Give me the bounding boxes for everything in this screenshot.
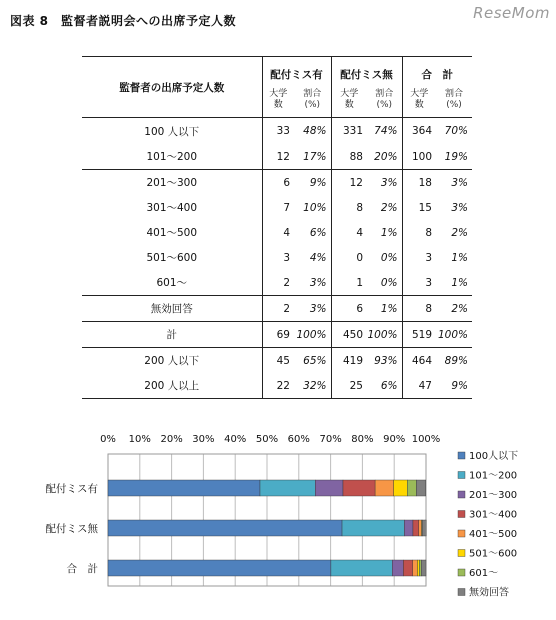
cell-count: 100 xyxy=(402,144,436,170)
cell-pct: 6% xyxy=(309,226,327,239)
row-label: 501～600 xyxy=(146,252,198,264)
cell-count: 8 xyxy=(402,220,436,245)
cell-count: 3 xyxy=(402,245,436,270)
cell-count: 2 xyxy=(262,270,294,296)
bar-segment xyxy=(108,480,260,496)
x-tick-label: 10% xyxy=(128,434,151,445)
bar-segment xyxy=(392,560,403,576)
cell-count: 8 xyxy=(402,296,436,322)
legend-label: 401～500 xyxy=(469,529,518,540)
cell-count: 88 xyxy=(331,144,367,170)
legend-swatch xyxy=(458,569,465,576)
x-tick-label: 100% xyxy=(411,434,441,445)
cell-pct: 10% xyxy=(303,201,327,214)
cell-pct: 2% xyxy=(451,226,468,239)
table-row xyxy=(82,220,472,245)
legend-label: 無効回答 xyxy=(469,587,509,599)
cell-pct: 3% xyxy=(367,170,402,196)
stacked-bar-chart xyxy=(0,418,556,620)
group-header: 合 計 xyxy=(402,57,472,88)
cell-pct: 3% xyxy=(294,296,331,322)
legend-swatch xyxy=(458,550,465,557)
row-label: 301～400 xyxy=(146,202,198,214)
cell-pct: 4% xyxy=(309,251,327,264)
table-row xyxy=(82,348,472,374)
row-label: 200 人以下 xyxy=(82,348,262,374)
cell-count: 1 xyxy=(331,270,367,296)
cell-pct: 93% xyxy=(367,348,402,374)
legend-label: 100人以下 xyxy=(469,451,519,462)
table-row xyxy=(82,118,472,145)
cell-count: 519 xyxy=(402,322,436,348)
row-label: 計 xyxy=(82,322,262,348)
cell-count: 15 xyxy=(402,195,436,220)
legend-swatch xyxy=(458,530,465,537)
table-header-row xyxy=(82,57,472,88)
x-tick-label: 20% xyxy=(160,434,183,445)
cell-count: 364 xyxy=(402,118,436,145)
cell-pct: 2% xyxy=(380,201,398,214)
x-tick-label: 0% xyxy=(100,434,116,445)
bar-segment xyxy=(108,520,342,536)
table-row xyxy=(82,296,472,322)
sub-header-pct: 割合 (%) xyxy=(436,87,472,118)
bar-segment xyxy=(315,480,343,496)
cell-pct: 3% xyxy=(309,276,327,289)
cell-pct: 9% xyxy=(294,170,331,196)
table-row xyxy=(82,322,472,348)
bar-segment xyxy=(419,520,422,536)
legend-swatch xyxy=(458,589,465,596)
legend-label: 101～200 xyxy=(469,470,518,482)
cell-pct: 70% xyxy=(444,125,468,137)
cell-count: 450 xyxy=(331,322,367,348)
bar-segment xyxy=(416,480,425,496)
cell-pct: 89% xyxy=(436,348,472,374)
category-label: 配付ミス無 xyxy=(45,523,98,535)
cell-pct: 6% xyxy=(367,373,402,399)
bar-segment xyxy=(417,560,419,576)
cell-pct: 1% xyxy=(367,296,402,322)
cell-count: 18 xyxy=(402,170,436,196)
brand-logo: ReseMom xyxy=(473,4,550,22)
table-body xyxy=(82,57,472,399)
bar-segment xyxy=(108,560,331,576)
cell-pct: 65% xyxy=(294,348,331,374)
legend-label: 501～600 xyxy=(469,548,518,560)
table-row xyxy=(82,170,472,196)
x-tick-label: 70% xyxy=(319,434,342,445)
bar-segment xyxy=(413,560,418,576)
table-row xyxy=(82,195,472,220)
cell-count: 4 xyxy=(262,220,294,245)
legend-swatch xyxy=(458,452,465,459)
bar-segment xyxy=(419,560,421,576)
category-label: 合 計 xyxy=(66,563,98,575)
x-tick-label: 90% xyxy=(383,434,406,445)
cell-count: 6 xyxy=(331,296,367,322)
cell-pct: 48% xyxy=(303,125,327,137)
cell-pct: 1% xyxy=(451,276,468,289)
row-label: 無効回答 xyxy=(82,296,262,322)
cell-pct: 3% xyxy=(451,201,468,214)
sub-header-count: 大学 数 xyxy=(262,87,294,118)
row-label: 200 人以上 xyxy=(82,373,262,399)
cell-count: 2 xyxy=(262,296,294,322)
cell-count: 3 xyxy=(262,245,294,270)
sub-header-count: 大学 数 xyxy=(402,87,436,118)
cell-pct: 74% xyxy=(374,125,398,137)
legend-label: 201～300 xyxy=(469,490,518,501)
cell-count: 25 xyxy=(331,373,367,399)
legend-swatch xyxy=(458,491,465,498)
cell-count: 12 xyxy=(262,144,294,170)
cell-count: 331 xyxy=(331,118,367,145)
bar-segment xyxy=(331,560,392,576)
bar-segment xyxy=(342,520,404,536)
cell-pct: 3% xyxy=(436,170,472,196)
cell-count: 4 xyxy=(331,220,367,245)
cell-count: 45 xyxy=(262,348,294,374)
cell-pct: 1% xyxy=(451,251,468,264)
cell-count: 7 xyxy=(262,195,294,220)
cell-count: 33 xyxy=(262,118,294,145)
table-row xyxy=(82,245,472,270)
legend-label: 301～400 xyxy=(469,509,518,521)
page-title: 図表 8 監督者説明会への出席予定人数 xyxy=(10,14,237,28)
x-tick-label: 80% xyxy=(351,434,374,445)
x-tick-label: 50% xyxy=(255,434,279,445)
x-tick-label: 60% xyxy=(287,434,310,445)
row-label: 100 人以下 xyxy=(144,125,200,138)
cell-pct: 100% xyxy=(294,322,331,348)
bar-segment xyxy=(404,520,413,536)
legend-label: 601～ xyxy=(469,568,499,579)
group-header: 配付ミス有 xyxy=(262,57,331,88)
row-label: 601～ xyxy=(156,277,188,289)
legend-swatch xyxy=(458,511,465,518)
bar-segment xyxy=(422,520,426,536)
row-label: 401～500 xyxy=(146,227,198,239)
sub-header-count: 大学 数 xyxy=(331,87,367,118)
group-header: 配付ミス無 xyxy=(331,57,402,88)
category-label: 配付ミス有 xyxy=(45,483,98,495)
cell-pct: 17% xyxy=(303,150,327,163)
row-label: 101～200 xyxy=(146,151,198,163)
sub-header-pct: 割合 (%) xyxy=(294,87,331,118)
summary-table xyxy=(82,56,472,399)
sub-header-pct: 割合 (%) xyxy=(367,87,402,118)
bar-segment xyxy=(260,480,315,496)
bar-segment xyxy=(343,480,375,496)
cell-pct: 20% xyxy=(374,150,398,163)
bar-segment xyxy=(421,560,426,576)
cell-pct: 1% xyxy=(380,226,398,239)
table-row xyxy=(82,373,472,399)
cell-pct: 32% xyxy=(294,373,331,399)
cell-count: 3 xyxy=(402,270,436,296)
bar-segment xyxy=(375,480,393,496)
cell-count: 12 xyxy=(331,170,367,196)
cell-count: 69 xyxy=(262,322,294,348)
cell-pct: 0% xyxy=(380,251,398,264)
bar-segment xyxy=(403,560,412,576)
cell-count: 6 xyxy=(262,170,294,196)
bar-segment xyxy=(413,520,419,536)
cell-count: 0 xyxy=(331,245,367,270)
cell-pct: 19% xyxy=(444,150,468,163)
cell-pct: 2% xyxy=(436,296,472,322)
legend-swatch xyxy=(458,472,465,479)
row-label: 201～300 xyxy=(82,170,262,196)
table-row xyxy=(82,270,472,296)
cell-count: 22 xyxy=(262,373,294,399)
cell-pct: 100% xyxy=(367,322,402,348)
bar-segment xyxy=(407,480,416,496)
cell-count: 419 xyxy=(331,348,367,374)
cell-count: 47 xyxy=(402,373,436,399)
cell-pct: 100% xyxy=(436,322,472,348)
x-tick-label: 40% xyxy=(224,434,247,445)
x-tick-label: 30% xyxy=(192,434,215,445)
bar-segment xyxy=(394,480,408,496)
cell-count: 464 xyxy=(402,348,436,374)
stub-header: 監督者の出席予定人数 xyxy=(82,57,262,118)
cell-count: 8 xyxy=(331,195,367,220)
table-row xyxy=(82,144,472,170)
cell-pct: 0% xyxy=(380,276,398,289)
cell-pct: 9% xyxy=(436,373,472,399)
